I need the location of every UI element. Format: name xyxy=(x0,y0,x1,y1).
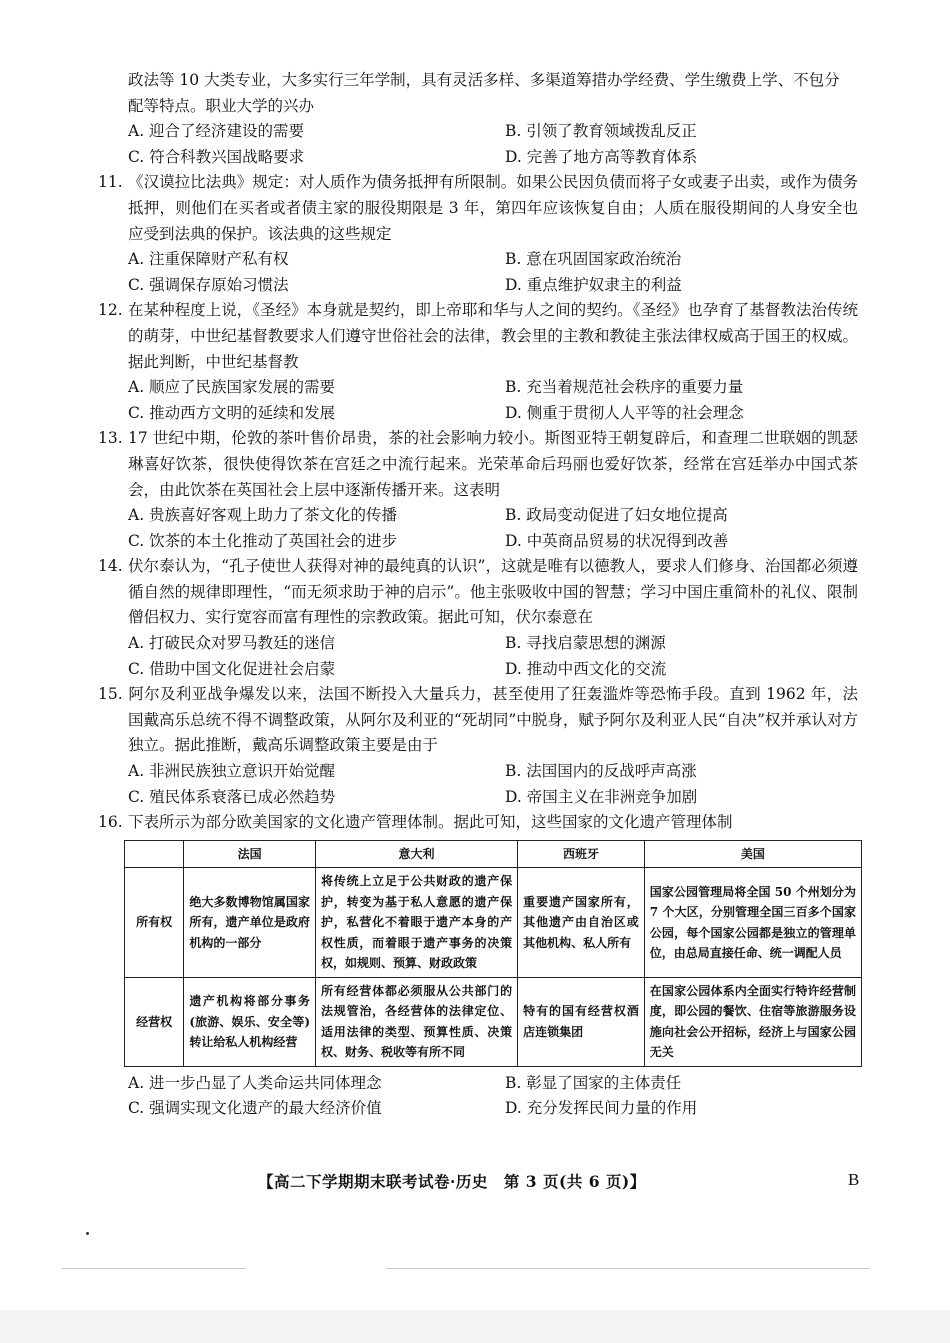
question-13-options xyxy=(128,503,858,554)
q13-option-d: D. 中英商品贸易的状况得到改善 xyxy=(505,531,729,550)
table-row-label: 所有权 xyxy=(125,868,184,978)
question-15-text: 阿尔及利亚战争爆发以来，法国不断投入大量兵力，甚至使用了狂轰滥炸等恐怖手段。直到 1962 年，法国戴高乐总统不得不调整政策，从阿尔及利亚的“死胡同”中脱身，赋予阿尔及利亚人民“自决”权并承认对方独立。据此推断，戴高乐调整政策主要是由于 xyxy=(128,685,858,755)
q12-option-c: C. 推动西方文明的延续和发展 xyxy=(128,403,336,422)
page-content xyxy=(98,68,858,1122)
question-10-options xyxy=(128,119,858,170)
question-12-stem xyxy=(98,298,858,375)
question-13 xyxy=(98,426,858,554)
question-14-text: 伏尔泰认为，“孔子使世人获得对神的最纯真的认识”，这就是唯有以德教人，要求人们修身、治国都必须遵循自然的规律即理性，“而无须求助于神的启示”。他主张吸收中国的智慧；学习中国庄重简朴的礼仪、限制僧侣权力、实行宽容而富有理性的宗教政策。据此可知，伏尔泰意在 xyxy=(128,557,858,627)
q10-option-d: D. 完善了地方高等教育体系 xyxy=(505,147,698,166)
question-13-number: 13. xyxy=(98,429,123,448)
question-12-text: 在某种程度上说，《圣经》本身就是契约，即上帝耶和华与人之间的契约。《圣经》也孕育了基督教法治传统的萌芽，中世纪基督教要求人们遵守世俗社会的法律，教会里的主教和教徒主张法律权威高于国王的权威。据此判断，中世纪基督教 xyxy=(128,301,858,371)
q10-option-a: A. 迎合了经济建设的需要 xyxy=(128,122,305,141)
intro-line-1: 政法等 10 大类专业，大多实行三年学制，具有灵活多样、多渠道筹措办学经费、学生缴费上学、不包分 xyxy=(128,71,840,89)
question-11 xyxy=(98,170,858,298)
table-cell: 特有的国有经营权酒店连锁集团 xyxy=(518,977,645,1066)
q16-option-a: A. 进一步凸显了人类命运共同体理念 xyxy=(128,1073,382,1092)
question-15-number: 15. xyxy=(98,685,123,704)
q14-option-c: C. 借助中国文化促进社会启蒙 xyxy=(128,659,336,678)
q16-option-d: D. 充分发挥民间力量的作用 xyxy=(505,1099,698,1118)
table-header-france: 法国 xyxy=(184,840,316,868)
q11-option-c: C. 强调保存原始习惯法 xyxy=(128,275,289,294)
question-16-text: 下表所示为部分欧美国家的文化遗产管理体制。据此可知，这些国家的文化遗产管理体制 xyxy=(128,813,733,832)
q15-option-a: A. 非洲民族独立意识开始觉醒 xyxy=(128,762,336,781)
table-corner-cell xyxy=(125,840,184,868)
q11-option-a: A. 注重保障财产私有权 xyxy=(128,250,289,269)
question-14-number: 14. xyxy=(98,557,123,576)
q10-option-b: B. 引领了教育领域拨乱反正 xyxy=(505,122,697,141)
question-16-number: 16. xyxy=(98,813,123,832)
q12-option-d: D. 侧重于贯彻人人平等的社会理念 xyxy=(505,403,744,422)
table-header-italy: 意大利 xyxy=(316,840,518,868)
q12-option-a: A. 顺应了民族国家发展的需要 xyxy=(128,378,336,397)
question-12-number: 12. xyxy=(98,301,123,320)
q10-option-c: C. 符合科教兴国战略要求 xyxy=(128,147,305,166)
table-cell: 绝大多数博物馆属国家所有，遗产单位是政府机构的一部分 xyxy=(184,868,316,978)
q13-option-c: C. 饮茶的本土化推动了英国社会的进步 xyxy=(128,531,398,550)
question-15 xyxy=(98,682,858,810)
table-cell: 遗产机构将部分事务(旅游、娱乐、安全等)转让给私人机构经营 xyxy=(184,977,316,1066)
question-10-stem-tail xyxy=(128,68,858,119)
question-14-stem xyxy=(98,554,858,631)
paper-version-mark: B xyxy=(848,1170,860,1189)
footer-title: 【高二下学期期末联考试卷·历史 第 3 页(共 6 页)】 xyxy=(258,1172,646,1191)
question-12-options xyxy=(128,375,858,426)
question-16 xyxy=(98,810,858,1122)
question-15-options xyxy=(128,759,858,810)
scan-speck xyxy=(86,1232,89,1235)
question-12 xyxy=(98,298,858,426)
table-header-spain: 西班牙 xyxy=(518,840,645,868)
q14-option-b: B. 寻找启蒙思想的渊源 xyxy=(505,634,666,653)
question-16-stem xyxy=(98,810,858,836)
q13-option-b: B. 政局变动促进了妇女地位提高 xyxy=(505,506,728,525)
q14-option-a: A. 打破民众对罗马教廷的迷信 xyxy=(128,634,336,653)
q15-option-b: B. 法国国内的反战呼声高涨 xyxy=(505,762,697,781)
question-14 xyxy=(98,554,858,682)
bottom-rule-left xyxy=(62,1268,246,1269)
scan-bottom-band xyxy=(0,1310,950,1343)
question-16-options xyxy=(128,1071,858,1122)
intro-line-2: 配等特点。职业大学的兴办 xyxy=(128,96,315,115)
q15-option-c: C. 殖民体系衰落已成必然趋势 xyxy=(128,787,336,806)
q14-option-d: D. 推动中西文化的交流 xyxy=(505,659,667,678)
q12-option-b: B. 充当着规范社会秩序的重要力量 xyxy=(505,378,744,397)
q16-option-b: B. 彰显了国家的主体责任 xyxy=(505,1073,682,1092)
table-row-label: 经营权 xyxy=(125,977,184,1066)
question-15-stem xyxy=(98,682,858,759)
q16-option-c: C. 强调实现文化遗产的最大经济价值 xyxy=(128,1099,382,1118)
question-13-stem xyxy=(98,426,858,503)
question-11-stem xyxy=(98,170,858,247)
table-cell: 国家公园管理局将全国 50 个州划分为 7 个大区，分别管理全国三百多个国家公园，每个国家公园都是独立的管理单位，由总局直接任命、统一调配人员 xyxy=(644,868,861,978)
table-cell: 所有经营体都必须服从公共部门的法规管治，各经营体的法律定位、适用法律的类型、预算性质、决策权、财务、税收等有所不同 xyxy=(316,977,518,1066)
q15-option-d: D. 帝国主义在非洲竞争加剧 xyxy=(505,787,698,806)
q11-option-b: B. 意在巩固国家政治统治 xyxy=(505,250,682,269)
question-11-number: 11. xyxy=(98,173,123,192)
question-11-options xyxy=(128,247,858,298)
table-header-row xyxy=(125,840,862,868)
heritage-management-table xyxy=(124,840,862,1067)
table-row-operation xyxy=(125,977,862,1066)
table-cell: 在国家公园体系内全面实行特许经营制度，即公园的餐饮、住宿等旅游服务设施向社会公开招标，经济上与国家公园无关 xyxy=(644,977,861,1066)
q11-option-d: D. 重点维护奴隶主的利益 xyxy=(505,275,682,294)
question-11-text: 《汉谟拉比法典》规定：对人质作为债务抵押有所限制。如果公民因负债而将子女或妻子出卖，或作为债务抵押，则他们在买者或者债主家的服役期限是 3 年，第四年应该恢复自由；人质在服役期间的人身安全也应受到法典的保护。该法典的这些规定 xyxy=(128,173,858,243)
table-cell: 重要遗产国家所有，其他遗产由自治区或其他机构、私人所有 xyxy=(518,868,645,978)
table-row-ownership xyxy=(125,868,862,978)
question-14-options xyxy=(128,631,858,682)
question-13-text: 17 世纪中期，伦敦的茶叶售价昂贵，茶的社会影响力较小。斯图亚特王朝复辟后，和查理二世联姻的凯瑟琳喜好饮茶，很快使得饮茶在宫廷之中流行起来。光荣革命后玛丽也爱好饮茶，经常在宫廷举办中国式茶会，由此饮茶在英国社会上层中逐渐传播开来。这表明 xyxy=(128,429,858,499)
table-header-usa: 美国 xyxy=(644,840,861,868)
q13-option-a: A. 贵族喜好客观上助力了茶文化的传播 xyxy=(128,506,398,525)
bottom-rule-right xyxy=(386,1268,870,1269)
table-cell: 将传统上立足于公共财政的遗产保护，转变为基于私人意愿的遗产保护，私营化不着眼于遗产本身的产权性质，而着眼于遗产事务的决策权，如规则、预算、财政政策 xyxy=(316,868,518,978)
